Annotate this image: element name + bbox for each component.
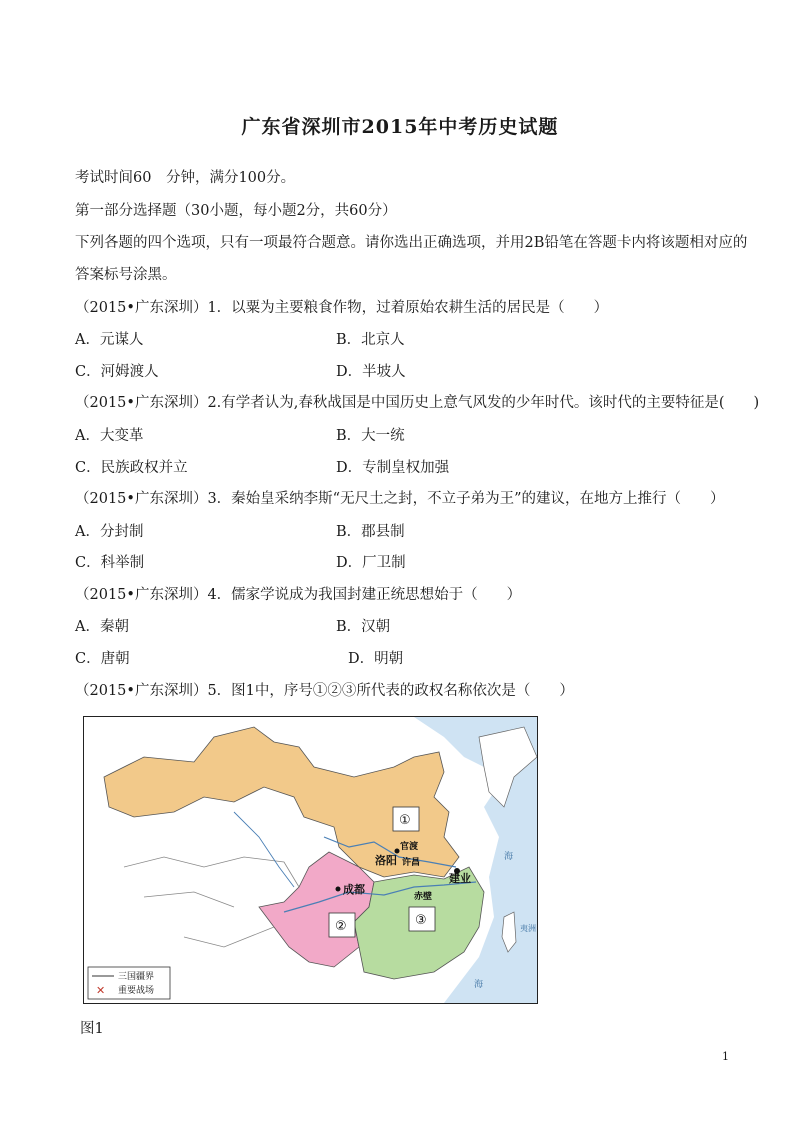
question-4-stem: （2015•广东深圳）4．儒家学说成为我国封建正统思想始于（ ）: [75, 587, 522, 603]
question-1-option-d: D．半坡人: [336, 364, 406, 380]
island-label: 夷洲: [520, 924, 536, 933]
sea-label-1: 海: [504, 852, 514, 862]
exam-time-line: 考试时间60 分钟，满分100分。: [75, 170, 296, 186]
question-1-option-b: B．北京人: [336, 332, 405, 348]
guandu-label: 官渡: [400, 842, 419, 852]
question-4-option-b: B．汉朝: [336, 619, 391, 635]
part-one-line: 第一部分选择题（30小题，每小题2分，共60分）: [75, 203, 397, 219]
question-1-option-a: A．元谋人: [75, 332, 144, 348]
legend-battle-text: 重要战场: [118, 986, 155, 996]
question-3-stem: （2015•广东深圳）3．秦始皇采纳李斯“无尺土之封，不立子弟为王”的建议，在地方上推行（ ）: [75, 491, 725, 507]
battle-cross-icon: ✕: [96, 984, 106, 997]
western-borders: [124, 857, 299, 947]
chengdu-marker: [336, 887, 341, 892]
question-1-stem: （2015•广东深圳）1．以粟为主要粮食作物，过着原始农耕生活的居民是（ ）: [75, 300, 609, 316]
region-1-number: ①: [399, 813, 411, 828]
question-4-option-d: D．明朝: [348, 651, 404, 667]
three-kingdoms-map: [83, 716, 538, 1004]
question-1-option-c: C．河姆渡人: [75, 364, 159, 380]
jianye-label: 建业: [449, 872, 471, 885]
region-2-number: ②: [335, 919, 347, 934]
question-2-option-d: D．专制皇权加强: [336, 460, 450, 476]
question-5-stem: （2015•广东深圳）5．图1中，序号①②③所代表的政权名称依次是（ ）: [75, 683, 574, 699]
luoyang-marker: [395, 849, 400, 854]
chibi-label: 赤壁: [414, 892, 433, 902]
western-river: [234, 812, 294, 887]
region-3-number: ③: [415, 913, 427, 928]
page-title: 广东省深圳市2015年中考历史试题: [241, 116, 559, 138]
luoyang-label: 洛阳: [375, 854, 397, 867]
shu-region: [259, 852, 374, 967]
figure-caption: 图1: [80, 1021, 104, 1037]
question-3-option-d: D．厂卫制: [336, 555, 406, 571]
question-4-option-c: C．唐朝: [75, 651, 130, 667]
legend-border-text: 三国疆界: [118, 972, 155, 982]
instruction-line-1: 下列各题的四个选项，只有一项最符合题意。请你选出正确选项，并用2B铅笔在答题卡内将该题相对应的: [75, 235, 748, 251]
question-2-option-b: B．大一统: [336, 428, 405, 444]
chengdu-label: 成都: [343, 883, 365, 896]
question-3-option-c: C．科举制: [75, 555, 145, 571]
instruction-line-2: 答案标号涂黑。: [75, 267, 177, 283]
question-2-option-c: C．民族政权并立: [75, 460, 188, 476]
question-3-option-b: B．郡县制: [336, 524, 405, 540]
wei-region: [104, 727, 459, 877]
question-3-option-a: A．分封制: [75, 524, 144, 540]
xuchang-label: 许昌: [402, 858, 421, 868]
question-4-option-a: A．秦朝: [75, 619, 129, 635]
sea-label-2: 海: [474, 980, 484, 990]
question-2-stem: （2015•广东深圳）2.有学者认为,春秋战国是中国历史上意气风发的少年时代。该时代的主要特征是( ): [75, 395, 760, 411]
page-number: 1: [722, 1050, 729, 1063]
question-2-option-a: A．大变革: [75, 428, 144, 444]
